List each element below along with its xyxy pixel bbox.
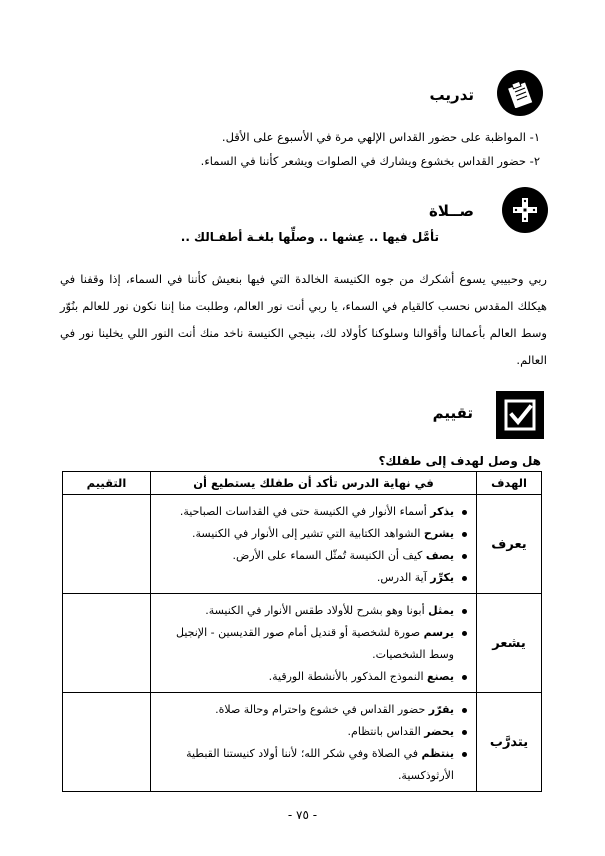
evaluation-table	[62, 471, 542, 792]
table-row	[63, 594, 542, 693]
clipboard-icon	[497, 70, 543, 116]
verb: يقرّر	[428, 703, 454, 716]
table-header-row	[63, 472, 542, 495]
evaluation-question: هل وصل لهدف إلى طفلك؟	[378, 454, 541, 468]
list-item	[155, 567, 454, 589]
goal-cell: يشعر	[477, 594, 542, 693]
goal-cell: يتدرَّب	[477, 693, 542, 792]
objectives-cell	[151, 594, 477, 693]
page-number: - ٧٥ -	[287, 808, 318, 822]
verb: يصف	[425, 549, 454, 562]
item-text: كيف أن الكنيسة تُمثّل السماء على الأرض.	[232, 549, 426, 562]
prayer-heading: صــلاة	[429, 202, 474, 220]
list-item	[155, 545, 454, 567]
list-item	[155, 666, 454, 688]
evaluation-cell[interactable]	[63, 495, 151, 594]
evaluation-heading: تقييم	[432, 404, 473, 422]
training-heading: تدريب	[429, 86, 474, 104]
training-line-2: ٢- حضور القداس بخشوع ويشارك في الصلوات ويشعر كأننا في السماء.	[200, 154, 540, 168]
verb: يرسم	[423, 626, 454, 639]
item-text: أسماء الأنوار في الكنيسة حتى في القداسات الصباحية.	[179, 505, 431, 518]
verb: ينتظم	[421, 747, 454, 760]
header-middle: في نهاية الدرس تأكد أن طفلك يستطيع أن	[151, 472, 477, 495]
objectives-cell	[151, 495, 477, 594]
list-item	[155, 743, 454, 787]
item-text: صورة لشخصية أو قنديل أمام صور القديسين - الإنجيل وسط الشخصيات.	[176, 626, 454, 661]
evaluation-cell[interactable]	[63, 594, 151, 693]
verb: يكرِّر	[430, 571, 454, 584]
list-item	[155, 622, 454, 666]
list-item	[155, 721, 454, 743]
item-text: آية الدرس.	[376, 571, 431, 584]
list-item	[155, 699, 454, 721]
checkbox-icon	[496, 391, 544, 439]
evaluation-cell[interactable]	[63, 693, 151, 792]
header-goal: الهدف	[477, 472, 542, 495]
training-line-1: ١- المواظبة على حضور القداس الإلهي مرة في الأسبوع على الأقل.	[221, 130, 540, 144]
verb: يشرح	[423, 527, 454, 540]
prayer-paragraph: ربي وحبيبي يسوع أشكرك من جوه الكنيسة الخالدة التي فيها بنعيش كأننا في السماء، إذا وقفنا في هيكلك المقدس نحسب كالقيام في السماء، يا ربي أنت نور العالم، وطلبت منا إننا نكون نور للعالم بنُوّر وسط العالم بأعمالنا وأقوالنا وسلوكنا كأولاد لك، بنيجي الكنيسة ناخد منك أنت النور اللي يخلينا نور في العالم.	[60, 272, 547, 367]
list-item	[155, 600, 454, 622]
cross-icon	[502, 187, 548, 233]
item-text: النموذج المذكور بالأنشطة الورقية.	[268, 670, 428, 683]
item-text: حضور القداس في خشوع واحترام وحالة صلاة.	[215, 703, 429, 716]
verb: يحضر	[424, 725, 454, 738]
table-row	[63, 693, 542, 792]
table-row	[63, 495, 542, 594]
prayer-subtitle: تأمَّل فيها .. عِشها .. وصلِّها بلغـة أطفـالك ..	[180, 230, 439, 244]
verb: يصنع	[427, 670, 454, 683]
header-eval: التقييم	[63, 472, 151, 495]
item-text: القداس بانتظام.	[347, 725, 425, 738]
verb: يذكر	[430, 505, 454, 518]
item-text: أبونا وهو بشرح للأولاد طقس الأنوار في الكنيسة.	[205, 604, 429, 617]
verb: يمثل	[428, 604, 454, 617]
item-text: في الصلاة وفي شكر الله؛ لأننا أولاد كنيستنا القبطية الأرثوذكسية.	[186, 747, 454, 782]
list-item	[155, 501, 454, 523]
list-item	[155, 523, 454, 545]
objectives-cell	[151, 693, 477, 792]
item-text: الشواهد الكتابية التي تشير إلى الأنوار في الكنيسة.	[192, 527, 424, 540]
goal-cell: يعرف	[477, 495, 542, 594]
